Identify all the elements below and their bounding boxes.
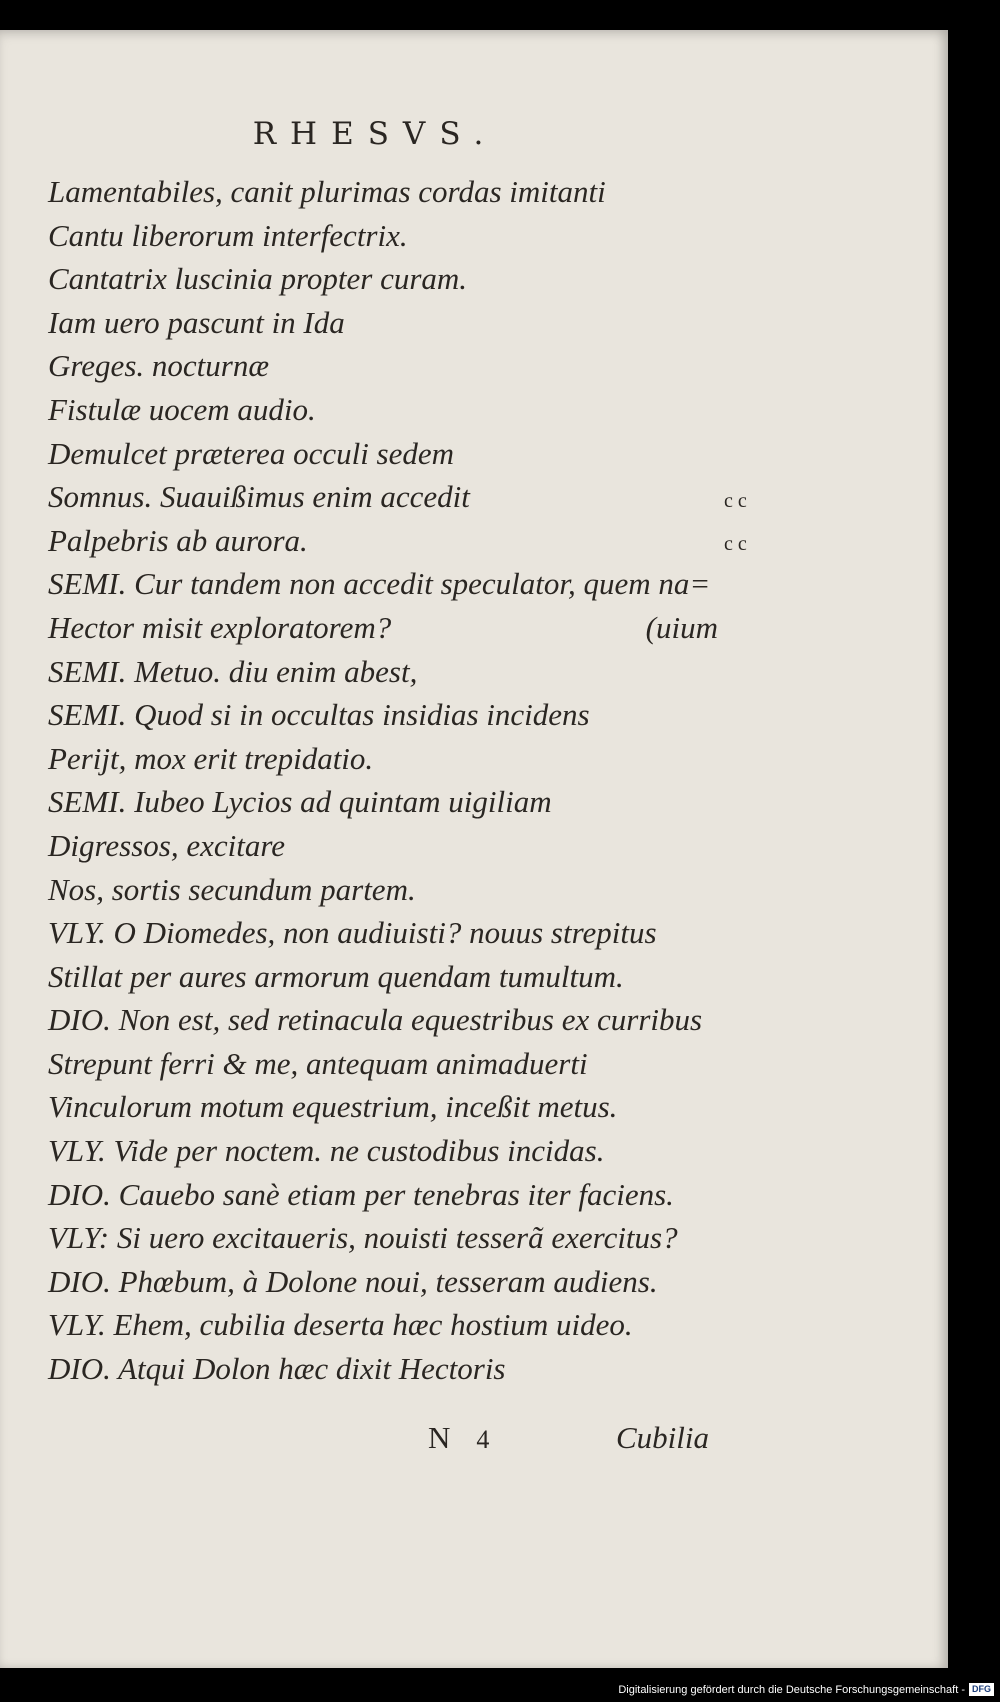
text-line xyxy=(48,1347,718,1391)
line-turnover: (uium xyxy=(645,609,718,645)
dfg-logo: DFG xyxy=(969,1683,994,1696)
text-line xyxy=(48,1173,718,1217)
text-line xyxy=(48,606,718,650)
text-line xyxy=(48,1303,718,1347)
signature-mark xyxy=(428,1420,489,1456)
text-line xyxy=(48,1042,718,1086)
line-text: Cantu liberorum interfectrix. xyxy=(48,217,408,253)
line-text: Cantatrix luscinia propter curam. xyxy=(48,261,468,297)
line-text: Palpebris ab aurora. xyxy=(48,522,308,558)
text-line xyxy=(48,911,718,955)
line-text: DIO. Non est, sed retinacula equestribus ex curribus xyxy=(48,1002,703,1038)
text-line xyxy=(48,780,718,824)
line-text: Digressos, excitare xyxy=(48,827,286,863)
text-block xyxy=(48,170,718,1391)
line-text: SEMI. Iubeo Lycios ad quintam uigiliam xyxy=(48,784,552,820)
digitization-credit xyxy=(618,1683,994,1696)
line-text: Lamentabiles, canit plurimas cordas imitanti xyxy=(48,174,606,209)
line-text: VLY: Si uero excitaueris, nouisti tesserã exercitus? xyxy=(48,1220,678,1256)
line-text: Vinculorum motum equestrium, inceßit metus. xyxy=(48,1089,618,1125)
text-line xyxy=(48,824,718,868)
text-line xyxy=(48,344,718,388)
text-line xyxy=(48,737,718,781)
text-line xyxy=(48,475,718,519)
line-text: DIO. Phœbum, à Dolone noui, tesseram audiens. xyxy=(48,1263,658,1299)
text-line xyxy=(48,1085,718,1129)
line-text: Stillat per aures armorum quendam tumultum. xyxy=(48,958,624,994)
line-text: Strepunt ferri & me, antequam animaduerti xyxy=(48,1045,588,1081)
text-line xyxy=(48,1216,718,1260)
text-line xyxy=(48,955,718,999)
line-text: Nos, sortis secundum partem. xyxy=(48,871,416,907)
text-line xyxy=(48,693,718,737)
signature-number: 4 xyxy=(476,1425,490,1454)
line-text: Perijt, mox erit trepidatio. xyxy=(48,740,374,776)
line-text: VLY. Ehem, cubilia deserta hæc hostium uideo. xyxy=(48,1307,633,1343)
book-page xyxy=(0,30,948,1668)
line-text: Hector misit exploratorem? xyxy=(48,609,392,645)
text-line xyxy=(48,170,718,214)
line-text: Fistulæ uocem audio. xyxy=(48,391,316,427)
text-line xyxy=(48,432,718,476)
catchword: Cubilia xyxy=(616,1420,710,1455)
text-line xyxy=(48,1260,718,1304)
line-text: DIO. Cauebo sanè etiam per tenebras iter faciens. xyxy=(48,1176,674,1212)
credit-text: Digitalisierung gefördert durch die Deutsche Forschungsgemeinschaft - xyxy=(618,1683,965,1696)
line-text: Demulcet præterea occuli sedem xyxy=(48,435,455,471)
line-text: Iam uero pascunt in Ida xyxy=(48,304,345,340)
text-line xyxy=(48,388,718,432)
text-line xyxy=(48,998,718,1042)
line-text: VLY. O Diomedes, non audiuisti? nouus strepitus xyxy=(48,915,657,951)
line-text: Greges. nocturnæ xyxy=(48,348,269,384)
line-text: SEMI. Cur tandem non accedit speculator, quem na= xyxy=(48,566,711,602)
signature-letter: N xyxy=(428,1420,451,1455)
text-line xyxy=(48,868,718,912)
text-line xyxy=(48,301,718,345)
margin-quote-mark: c c xyxy=(724,490,747,512)
running-head: RHESVS. xyxy=(252,116,498,152)
text-line xyxy=(48,650,718,694)
text-line xyxy=(48,257,718,301)
text-line xyxy=(48,519,718,563)
margin-quote-mark: c c xyxy=(724,533,747,555)
line-text: DIO. Atqui Dolon hæc dixit Hectoris xyxy=(48,1351,506,1387)
line-text: SEMI. Metuo. diu enim abest, xyxy=(48,653,418,689)
text-line xyxy=(48,214,718,258)
line-text: SEMI. Quod si in occultas insidias incidens xyxy=(48,697,590,733)
line-text: VLY. Vide per noctem. ne custodibus incidas. xyxy=(48,1133,605,1169)
line-text: Somnus. Suauißimus enim accedit xyxy=(48,479,470,515)
text-line xyxy=(48,562,718,606)
text-line xyxy=(48,1129,718,1173)
